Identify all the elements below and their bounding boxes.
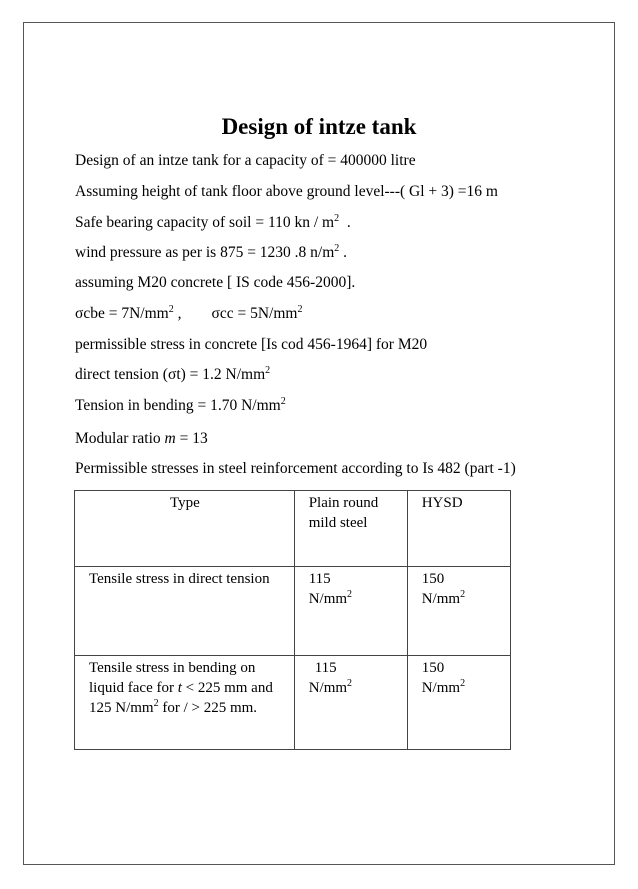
row2-type: Tensile stress in bending on liquid face for t < 225 mm and 125 $N/mm^2$ for / > 225 mm. [75, 656, 295, 750]
header-type: Type [75, 491, 295, 567]
steel-stress-table [74, 490, 511, 750]
row2-hysd: 150 $N/mm^2$ [407, 656, 510, 750]
table-row [75, 567, 511, 656]
wind-pressure-line: wind pressure as per is 875 = 1230 .8 $n/m^2$ . [75, 243, 348, 261]
modular-ratio-line: Modular ratio m = 13 [75, 430, 208, 447]
header-hysd: HYSD [407, 491, 510, 567]
permissible-stress-heading: permissible stress in concrete [Is cod 456-1964] for M20 [75, 336, 428, 353]
height-line: Assuming height of tank floor above ground level---( Gl + 3) =16 m [75, 183, 498, 200]
row1-type: Tensile stress in direct tension [75, 567, 295, 656]
concrete-stress-line: $\sigma cbe = 7N/mm^2$ , $\sigma cc = 5N/mm^2$ [75, 304, 303, 322]
steel-stress-heading: Permissible stresses in steel reinforcement according to Is 482 (part -1) [75, 460, 516, 477]
header-plain-steel: Plain round mild steel [294, 491, 407, 567]
table-header-row [75, 491, 511, 567]
row1-hysd: 150 $N/mm^2$ [407, 567, 510, 656]
row1-plain: 115 $N/mm^2$ [294, 567, 407, 656]
bearing-capacity-line: Safe bearing capacity of soil = 110 kn / $m^2$ . [75, 213, 351, 231]
table-row [75, 656, 511, 750]
page-title: Design of intze tank [221, 114, 417, 139]
concrete-grade-line: assuming M20 concrete [ IS code 456-2000]. [75, 274, 356, 291]
direct-tension-line: direct tension (σt) = 1.2 $N/mm^2$ [75, 365, 271, 383]
bending-tension-line: Tension in bending = 1.70 $N/mm^2$ [75, 396, 286, 414]
row2-plain: 115 $N/mm^2$ [294, 656, 407, 750]
capacity-line: Design of an intze tank for a capacity of = 400000 litre [75, 152, 416, 169]
